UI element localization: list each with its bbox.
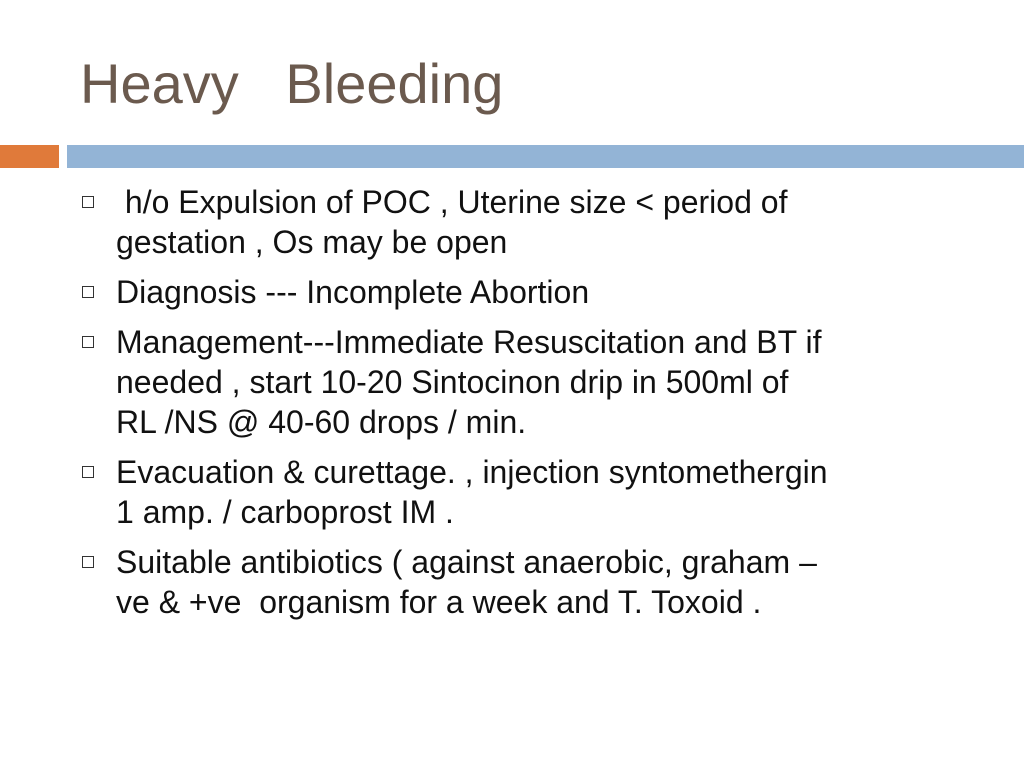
bullet-item (80, 542, 980, 622)
bullet-text: Evacuation & curettage. , injection syntomethergin 1 amp. / carboprost IM . (116, 454, 828, 530)
bullet-item (80, 182, 980, 262)
hollow-square-bullet-icon (82, 466, 94, 478)
hollow-square-bullet-icon (82, 286, 94, 298)
slide-title: Heavy Bleeding (80, 52, 504, 115)
bullet-text: Management---Immediate Resuscitation and BT if needed , start 10-20 Sintocinon drip in 500ml of RL /NS @ 40-60 drops / min. (116, 324, 822, 440)
hollow-square-bullet-icon (82, 336, 94, 348)
bullet-text: Diagnosis --- Incomplete Abortion (116, 274, 590, 310)
hollow-square-bullet-icon (82, 556, 94, 568)
bullet-text: Suitable antibiotics ( against anaerobic, graham – ve & +ve organism for a week and T. Toxoid . (116, 544, 817, 620)
bullet-item (80, 322, 980, 442)
title-divider-bar (67, 145, 1024, 168)
bullet-item (80, 272, 980, 312)
bullet-item (80, 452, 980, 532)
bullet-list (80, 182, 980, 632)
hollow-square-bullet-icon (82, 196, 94, 208)
title-accent-bar (0, 145, 59, 168)
bullet-text: h/o Expulsion of POC , Uterine size < period of gestation , Os may be open (116, 184, 788, 260)
